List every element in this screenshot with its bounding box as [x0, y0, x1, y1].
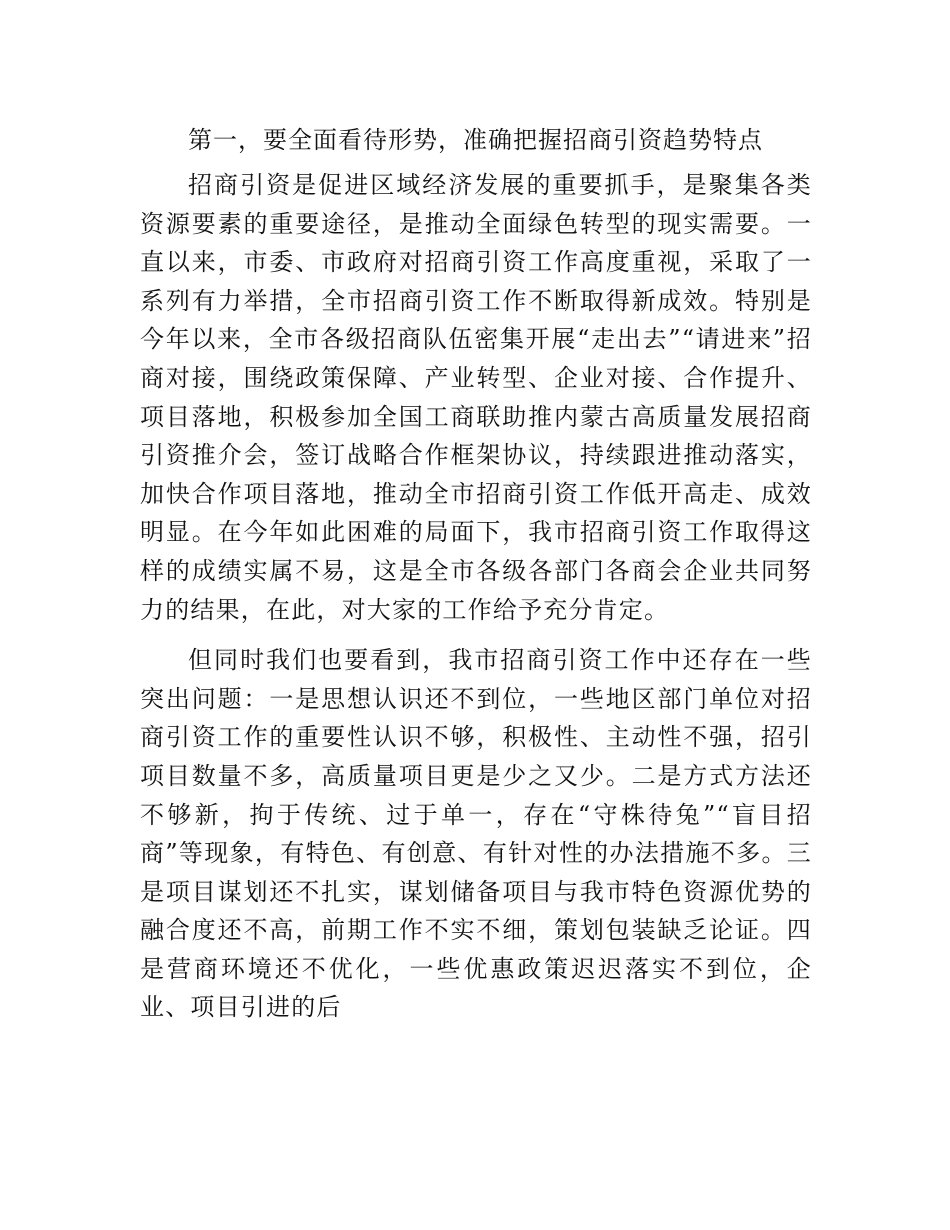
paragraph-problems: 但同时我们也要看到，我市招商引资工作中还存在一些突出问题：一是思想认识还不到位，一些地区部门单位对招商引资工作的重要性认识不够，积极性、主动性不强，招引项目数量不多，高质量项目更是少之又少。二是方式方法还不够新，拘于传统、过于单一，存在“守株待兔”“盲目招商”等现象，有特色、有创意、有针对性的办法措施不多。三是项目谋划还不扎实，谋划储备项目与我市特色资源优势的融合度还不高，前期工作不实不细，策划包装缺乏论证。四是营商环境还不优化，一些优惠政策迟迟落实不到位，企业、项目引进的后 — [140, 646, 812, 1022]
section-heading: 第一，要全面看待形势，准确把握招商引资趋势特点 — [188, 126, 763, 154]
document-body — [140, 122, 812, 1039]
paragraph-importance: 招商引资是促进区域经济发展的重要抓手，是聚集各类资源要素的重要途径，是推动全面绿色转型的现实需要。一直以来，市委、市政府对招商引资工作高度重视，采取了一系列有力举措，全市招商引资工作不断取得新成效。特别是今年以来，全市各级招商队伍密集开展“走出去”“请进来”招商对接，围绕政策保障、产业转型、企业对接、合作提升、项目落地，积极参加全国工商联助推内蒙古高质量发展招商引资推介会，签订战略合作框架协议，持续跟进推动落实，加快合作项目落地，推动全市招商引资工作低开高走、成效明显。在今年如此困难的局面下，我市招商引资工作取得这样的成绩实属不易，这是全市各级各部门各商会企业共同努力的结果，在此，对大家的工作给予充分肯定。 — [140, 171, 812, 624]
